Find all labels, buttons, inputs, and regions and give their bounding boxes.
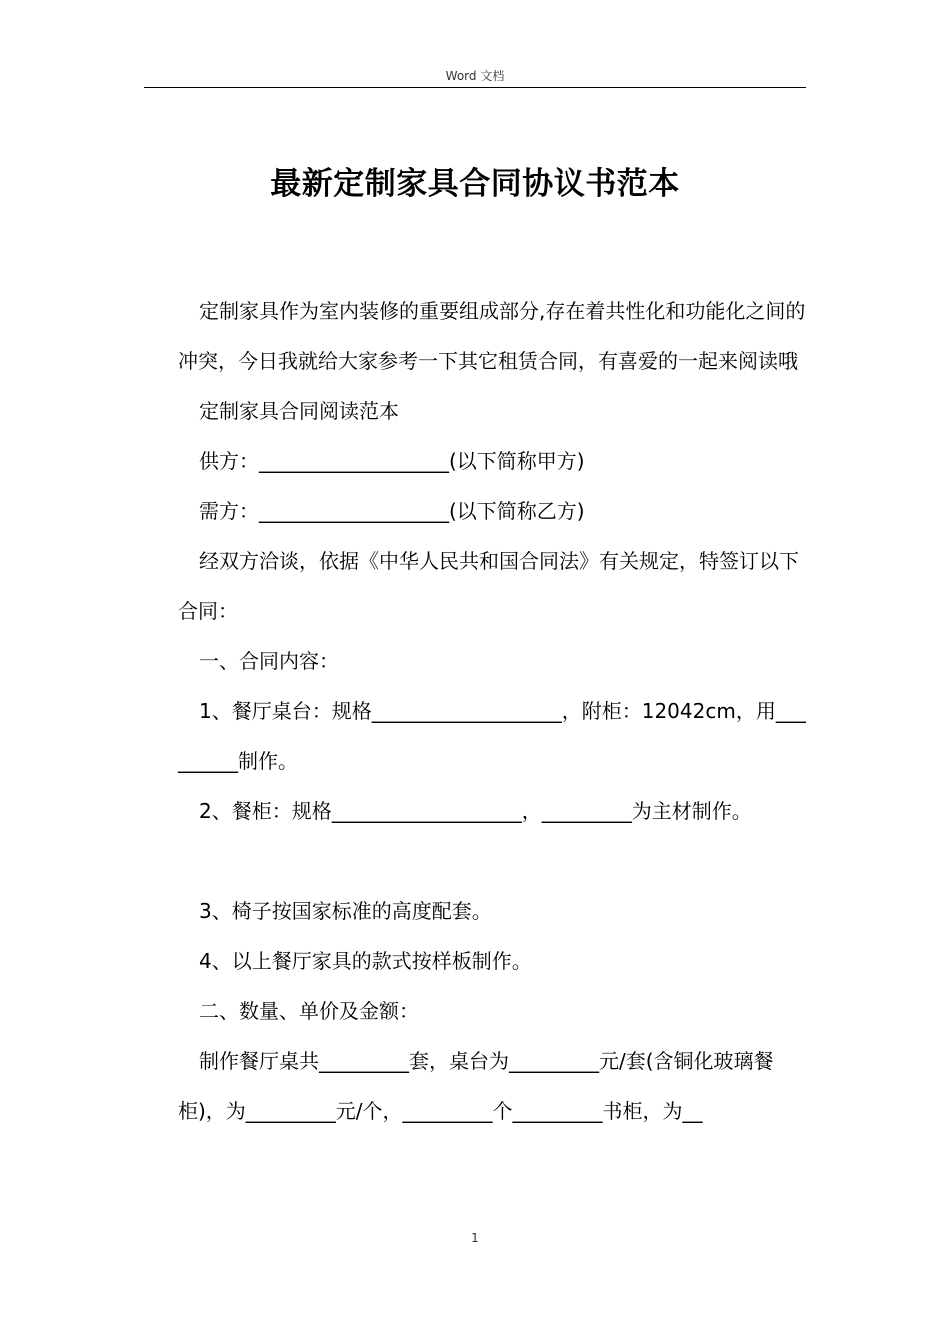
sample-heading: 定制家具合同阅读范本 bbox=[199, 399, 399, 423]
page-header: Word 文档 bbox=[445, 69, 505, 83]
page-number: 1 bbox=[471, 1231, 479, 1245]
clause-sideboard: 2、餐柜：规格___________________，_________为主材制作。 bbox=[199, 799, 752, 823]
clause-style: 4、以上餐厅家具的款式按样板制作。 bbox=[199, 949, 532, 973]
section-heading-contents: 一、合同内容： bbox=[199, 649, 339, 673]
clause-dining-table: 1、餐厅桌台：规格___________________，附柜：12042cm，用_________制作。 bbox=[178, 699, 806, 773]
supplier-line: 供方：___________________(以下简称甲方) bbox=[199, 449, 585, 473]
section-heading-quantity: 二、数量、单价及金额： bbox=[199, 999, 419, 1023]
intro-paragraph: 定制家具作为室内装修的重要组成部分,存在着共性化和功能化之间的冲突，今日我就给大家参考一下其它租赁合同，有喜爱的一起来阅读哦 bbox=[178, 299, 806, 373]
quantity-paragraph: 制作餐厅桌共_________套，桌台为_________元/套(含铜化玻璃餐柜)，为_________元/个，_________个_________书柜，为__ bbox=[178, 1049, 774, 1123]
clause-chairs: 3、椅子按国家标准的高度配套。 bbox=[199, 899, 492, 923]
document-title: 最新定制家具合同协议书范本 bbox=[270, 166, 680, 202]
buyer-line: 需方：___________________(以下简称乙方) bbox=[199, 499, 585, 523]
header-divider bbox=[144, 87, 806, 88]
blank-line bbox=[178, 836, 806, 886]
document-body bbox=[178, 286, 806, 1136]
agreement-paragraph: 经双方洽谈，依据《中华人民共和国合同法》有关规定，特签订以下合同： bbox=[178, 549, 799, 623]
